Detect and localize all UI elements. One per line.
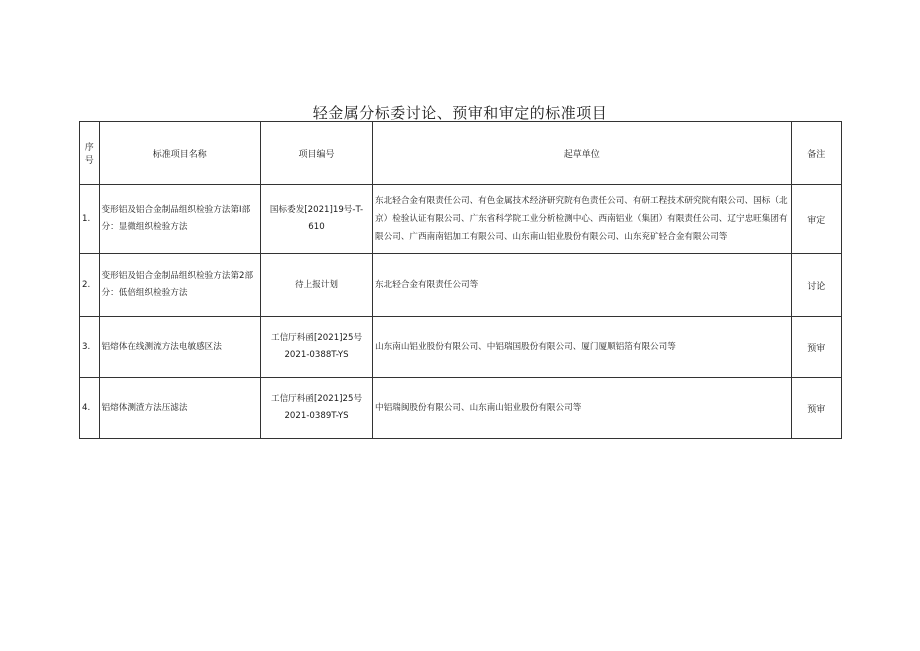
header-seq: 序号 — [80, 122, 100, 185]
table-row — [80, 317, 842, 378]
row-org: 中铝瑞闽股份有限公司、山东南山铝业股份有限公司等 — [373, 378, 792, 439]
row-seq: 4. — [80, 378, 100, 439]
row-code-line1: 工信厅科函[2021]25号 — [270, 394, 363, 404]
row-code — [260, 185, 372, 254]
row-code-line2: 610 — [308, 222, 325, 232]
row-code-line2: 2021-0389T-YS — [284, 411, 349, 421]
row-name: 铝熔体在线测流方法电敏感区法 — [99, 317, 260, 378]
document-title: 轻金属分标委讨论、预审和审定的标准项目 — [312, 104, 608, 122]
row-seq: 1. — [80, 185, 100, 254]
row-name: 变形铝及铝合金制品组织检验方法第I部分：显微组织检验方法 — [99, 185, 260, 254]
row-seq: 3. — [80, 317, 100, 378]
row-code-line1: 国标委发[2021]19号-T- — [269, 205, 364, 215]
row-note: 审定 — [791, 185, 841, 254]
header-code: 项目编号 — [260, 122, 372, 185]
row-code-line2: 2021-0388T-YS — [284, 350, 349, 360]
standards-table — [79, 121, 842, 439]
row-code-line1: 待上报计划 — [295, 279, 338, 290]
header-org: 起草单位 — [373, 122, 792, 185]
row-name: 铝熔体测渣方法压滤法 — [99, 378, 260, 439]
row-name: 变形铝及铝合金制品组织检验方法第2部分：低倍组织检验方法 — [99, 254, 260, 317]
row-note: 讨论 — [791, 254, 841, 317]
table-header-row — [80, 122, 842, 185]
row-org: 东北轻合金有限责任公司、有色金属技术经济研究院有色责任公司、有研工程技术研究院有限公司、国标（北京）检验认证有限公司、广东省科学院工业分析检测中心、西南铝业（集团）有限责任公司、辽宁忠旺集团有限公司、广西南南铝加工有限公司、山东南山铝业股份有限公司、山东兖矿轻合金有限公司等 — [373, 185, 792, 254]
row-org: 东北轻合金有限责任公司等 — [373, 254, 792, 317]
row-seq: 2. — [80, 254, 100, 317]
table-row — [80, 185, 842, 254]
header-name: 标准项目名称 — [99, 122, 260, 185]
row-org: 山东南山铝业股份有限公司、中铝瑞国股份有限公司、厦门厦顺铝箔有限公司等 — [373, 317, 792, 378]
row-note: 预审 — [791, 317, 841, 378]
row-code — [260, 254, 372, 317]
row-code — [260, 317, 372, 378]
row-note: 预审 — [791, 378, 841, 439]
header-note: 备注 — [791, 122, 841, 185]
row-code-line1: 工信厅科函[2021]25号 — [270, 333, 363, 343]
table-row — [80, 378, 842, 439]
row-code — [260, 378, 372, 439]
table-row — [80, 254, 842, 317]
